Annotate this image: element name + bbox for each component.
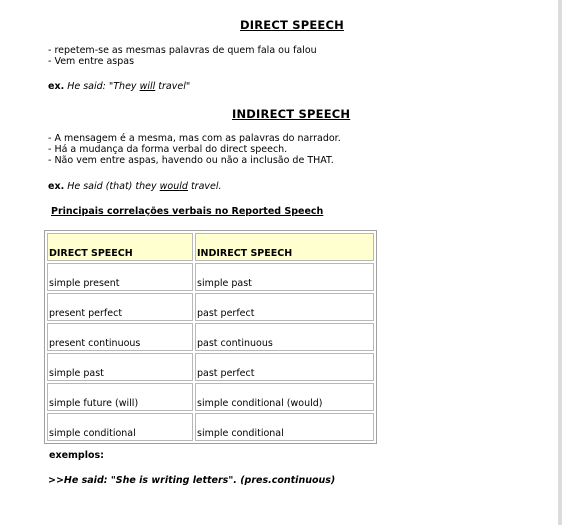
indirect-point-2: - Há a mudança da forma verbal do direct speech. [48, 144, 288, 155]
indirect-example [48, 181, 222, 192]
indirect-example-label: ex. [48, 181, 65, 192]
cell-indirect: simple conditional [195, 413, 374, 441]
table-header-row [47, 233, 374, 261]
cell-indirect: past perfect [195, 293, 374, 321]
table-title: Principais correlações verbais no Reported Speech [51, 206, 324, 217]
header-indirect: INDIRECT SPEECH [195, 233, 374, 261]
indirect-example-pre: He said (that) they [67, 181, 160, 192]
indirect-example-post: travel. [187, 181, 222, 192]
cell-direct: present continuous [47, 323, 193, 351]
indirect-point-3: - Não vem entre aspas, havendo ou não a inclusão de THAT. [48, 155, 334, 166]
direct-example-label: ex. [48, 81, 65, 92]
table-row [47, 293, 374, 321]
cell-direct: simple conditional [47, 413, 193, 441]
header-direct: DIRECT SPEECH [47, 233, 193, 261]
table-row [47, 323, 374, 351]
cell-direct: simple past [47, 353, 193, 381]
cell-indirect: simple conditional (would) [195, 383, 374, 411]
example-sentence: >>He said: "She is writing letters". (pres.continuous) [48, 475, 336, 486]
cell-direct: simple present [47, 263, 193, 291]
cell-direct: present perfect [47, 293, 193, 321]
direct-example-emph: will [139, 81, 156, 92]
direct-point-1: - repetem-se as mesmas palavras de quem fala ou falou [48, 45, 317, 56]
cell-direct: simple future (will) [47, 383, 193, 411]
direct-example-post: travel" [155, 81, 191, 92]
indirect-example-emph: would [159, 181, 188, 192]
table-row [47, 413, 374, 441]
cell-indirect: past continuous [195, 323, 374, 351]
indirect-speech-heading: INDIRECT SPEECH [232, 107, 351, 121]
direct-point-2: - Vem entre aspas [48, 56, 135, 67]
table-row [47, 383, 374, 411]
indirect-point-1: - A mensagem é a mesma, mas com as palavras do narrador. [48, 133, 341, 144]
page-edge [558, 0, 562, 525]
cell-indirect: simple past [195, 263, 374, 291]
table-row [47, 353, 374, 381]
cell-indirect: past perfect [195, 353, 374, 381]
table-row [47, 263, 374, 291]
direct-example [48, 81, 190, 92]
direct-speech-heading: DIRECT SPEECH [240, 18, 344, 32]
verb-correlation-table [44, 230, 377, 444]
examples-label: exemplos: [49, 450, 104, 461]
direct-example-pre: He said: "They [67, 81, 140, 92]
